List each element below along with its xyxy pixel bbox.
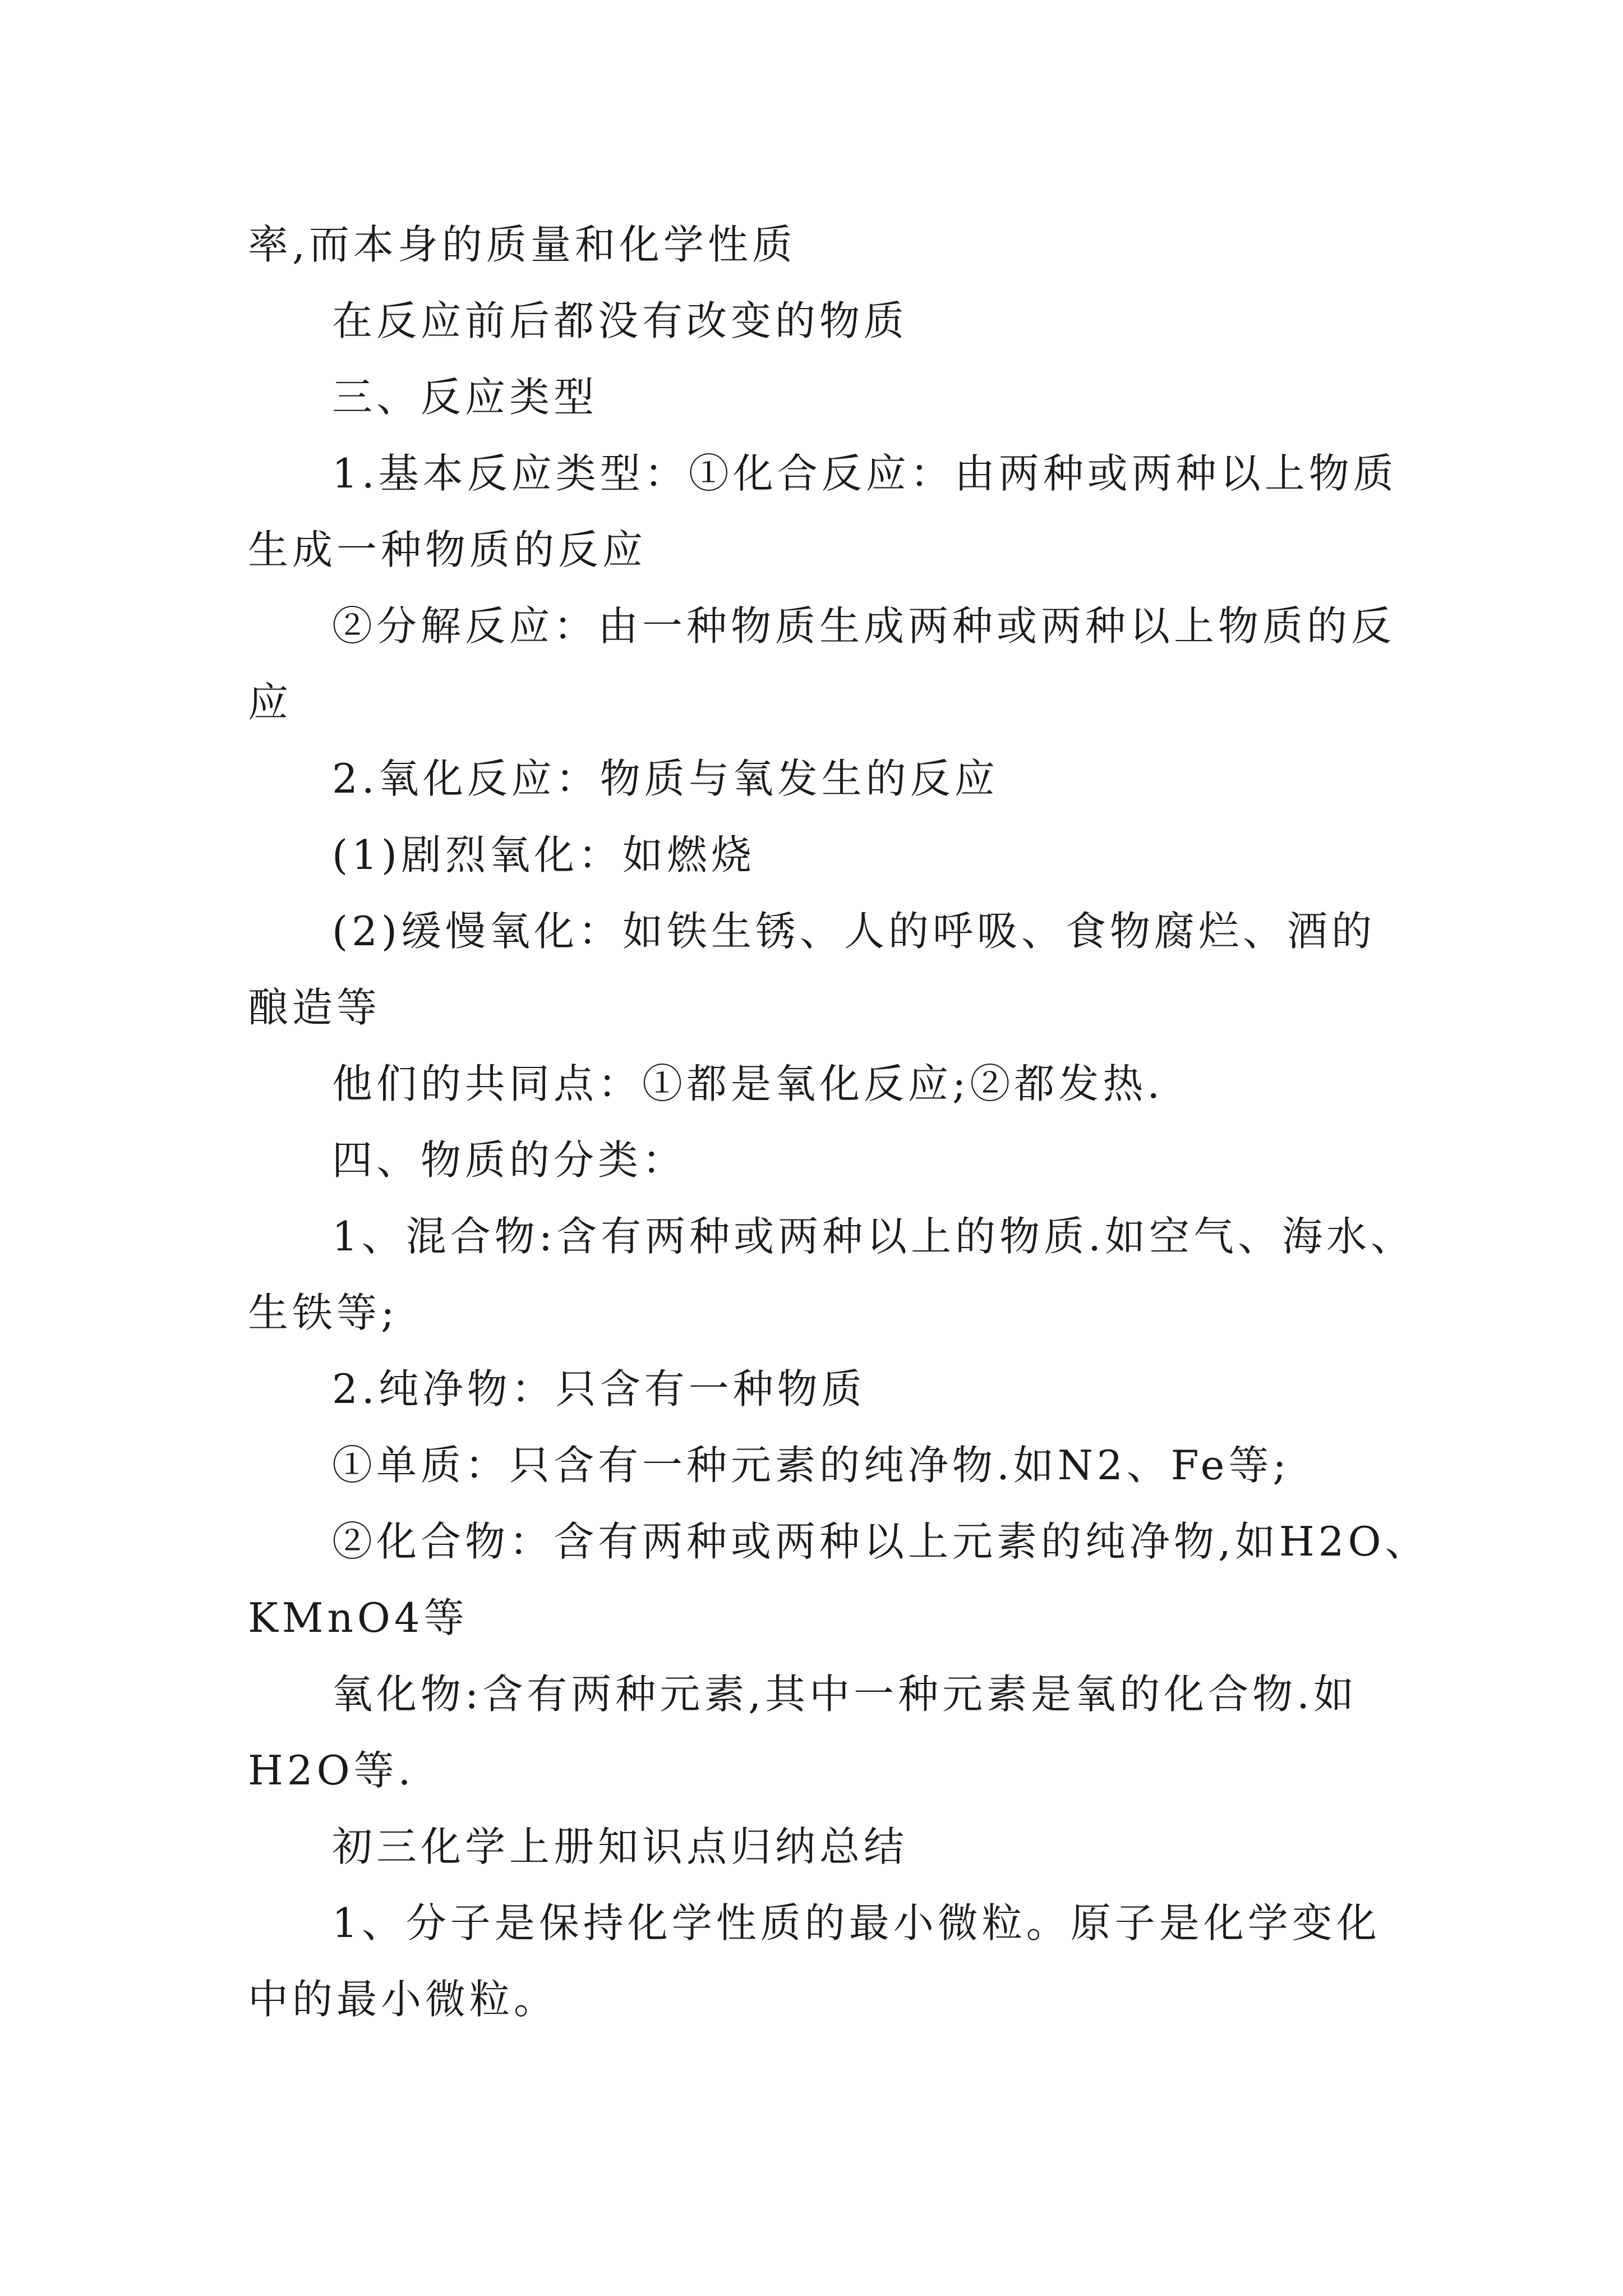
- text-line: 1、分子是保持化学性质的最小微粒。原子是化学变化: [332, 1899, 1381, 1947]
- text-line: ②化合物：含有两种或两种以上元素的纯净物,如H2O、: [332, 1518, 1430, 1565]
- section-heading: 四、物质的分类：: [332, 1137, 687, 1184]
- text-line: 率,而本身的质量和化学性质: [248, 221, 796, 268]
- section-heading: 初三化学上册知识点归纳总结: [332, 1823, 909, 1870]
- document-body: [248, 206, 1430, 2114]
- text-line: 2.纯净物：只含有一种物质: [332, 1365, 866, 1412]
- text-line: (1)剧烈氧化：如燃烧: [332, 831, 755, 878]
- text-line: 他们的共同点：①都是氧化反应;②都发热.: [332, 1060, 1164, 1107]
- text-line: ②分解反应：由一种物质生成两种或两种以上物质的反: [332, 602, 1396, 650]
- text-line: 2.氧化反应：物质与氧发生的反应: [332, 755, 999, 802]
- text-line: 在反应前后都没有改变的物质: [332, 297, 909, 344]
- text-line: H2O等.: [248, 1747, 415, 1794]
- text-line: 生成一种物质的反应: [248, 526, 647, 573]
- text-line: 应: [248, 679, 293, 726]
- text-line: 生铁等;: [248, 1289, 399, 1336]
- text-line: KMnO4等: [248, 1594, 468, 1641]
- text-line: ①单质：只含有一种元素的纯净物.如N2、Fe等;: [332, 1442, 1290, 1489]
- text-line: 中的最小微粒。: [248, 1976, 559, 2023]
- text-line: (2)缓慢氧化：如铁生锈、人的呼吸、食物腐烂、酒的: [332, 908, 1376, 955]
- section-heading: 三、反应类型: [332, 374, 598, 421]
- text-line: 氧化物:含有两种元素,其中一种元素是氧的化合物.如: [332, 1671, 1358, 1718]
- text-line: 1、混合物:含有两种或两种以上的物质.如空气、海水、: [332, 1213, 1415, 1260]
- text-line: 1.基本反应类型：①化合反应：由两种或两种以上物质: [332, 450, 1398, 497]
- text-line: 酿造等: [248, 984, 381, 1031]
